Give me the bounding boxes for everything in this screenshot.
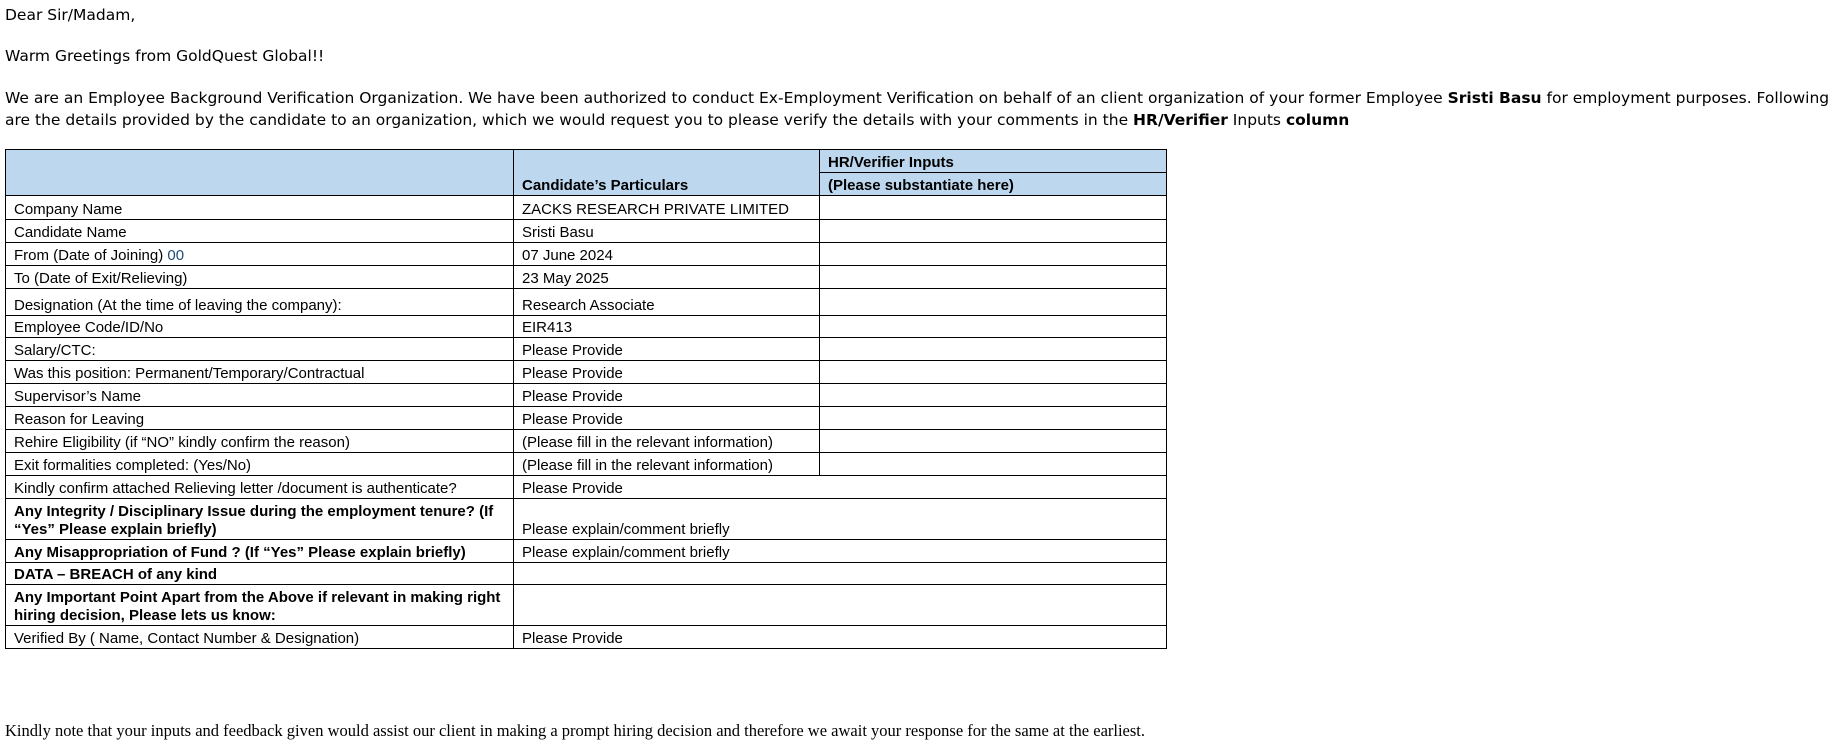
- row-label: Company Name: [6, 196, 514, 220]
- row-label: From (Date of Joining): [14, 247, 168, 264]
- table-row: [6, 243, 1167, 266]
- row-label: To (Date of Exit/Relieving): [6, 266, 514, 289]
- hr-input-cell[interactable]: [820, 196, 1167, 220]
- row-value: Please explain/comment briefly: [514, 499, 1167, 540]
- table-row: [6, 540, 1167, 563]
- table-row: [6, 361, 1167, 384]
- greeting: Warm Greetings from GoldQuest Global!!: [5, 47, 325, 65]
- row-label: Reason for Leaving: [6, 407, 514, 430]
- row-value: 23 May 2025: [514, 266, 820, 289]
- row-label: Any Integrity / Disciplinary Issue during the employment tenure? (If “Yes” Please explain briefly): [6, 499, 514, 540]
- row-label: Candidate Name: [6, 220, 514, 243]
- row-value[interactable]: [514, 563, 1167, 585]
- row-value: (Please fill in the relevant information): [514, 430, 820, 453]
- header-hr-substantiate: (Please substantiate here): [820, 173, 1167, 196]
- table-row: [6, 453, 1167, 476]
- header-blank-cell: [6, 150, 514, 196]
- row-value: Please Provide: [514, 407, 820, 430]
- inputs-word: Inputs: [1227, 111, 1286, 129]
- table-row: [6, 476, 1167, 499]
- row-value: Please Provide: [514, 361, 820, 384]
- row-label: Was this position: Permanent/Temporary/Contractual: [6, 361, 514, 384]
- row-label: Employee Code/ID/No: [6, 316, 514, 338]
- row-label: Kindly confirm attached Relieving letter /document is authenticate?: [6, 476, 514, 499]
- row-label: Exit formalities completed: (Yes/No): [6, 453, 514, 476]
- row-label: Supervisor’s Name: [6, 384, 514, 407]
- hr-input-cell[interactable]: [820, 289, 1167, 316]
- row-value: Please explain/comment briefly: [514, 540, 1167, 563]
- row-value: Please Provide: [514, 476, 1167, 499]
- intro-text-2: for employment purposes. Following are the details provided by the candidate to an organization, which we would request you to please verify the details with your comments in the: [5, 89, 1830, 129]
- closing-note: Kindly note that your inputs and feedback given would assist our client in making a prompt hiring decision and therefore we await your response for the same at the earliest.: [5, 721, 1146, 740]
- table-row: [6, 316, 1167, 338]
- hr-input-cell[interactable]: [820, 361, 1167, 384]
- row-value[interactable]: [514, 585, 1167, 626]
- hr-input-cell[interactable]: [820, 266, 1167, 289]
- row-value: Please Provide: [514, 626, 1167, 649]
- row-value: (Please fill in the relevant information): [514, 453, 820, 476]
- candidate-name: Sristi Basu: [1447, 89, 1542, 107]
- row-value: 07 June 2024: [514, 243, 820, 266]
- row-value: Research Associate: [514, 289, 820, 316]
- row-label: Verified By ( Name, Contact Number & Designation): [6, 626, 514, 649]
- row-value: Sristi Basu: [514, 220, 820, 243]
- hr-input-cell[interactable]: [820, 338, 1167, 361]
- hr-verifier-term: HR/Verifier: [1133, 111, 1228, 129]
- row-label: Any Misappropriation of Fund ? (If “Yes” Please explain briefly): [6, 540, 514, 563]
- row-label: Any Important Point Apart from the Above if relevant in making right hiring decision, Please lets us know:: [6, 585, 514, 626]
- intro-paragraph: [5, 87, 1835, 131]
- hr-input-cell[interactable]: [820, 430, 1167, 453]
- row-value: EIR413: [514, 316, 820, 338]
- hr-input-cell[interactable]: [820, 316, 1167, 338]
- header-hr-inputs: HR/Verifier Inputs: [820, 150, 1167, 173]
- header-row-1: [6, 150, 1167, 173]
- row-value: Please Provide: [514, 384, 820, 407]
- table-row: [6, 289, 1167, 316]
- table-row: [6, 407, 1167, 430]
- row-label: Designation (At the time of leaving the company):: [6, 289, 514, 316]
- row-label: Salary/CTC:: [6, 338, 514, 361]
- table-row: [6, 585, 1167, 626]
- table-row: [6, 338, 1167, 361]
- table-row: [6, 626, 1167, 649]
- column-word: column: [1285, 111, 1350, 129]
- salutation: Dear Sir/Madam,: [5, 6, 136, 24]
- intro-text-1: We are an Employee Background Verification Organization. We have been authorized to conduct Ex-Employment Verification on behalf of an client organization of your former Employee: [5, 89, 1448, 107]
- row-label-cell: [6, 243, 514, 266]
- table-row: [6, 384, 1167, 407]
- row-label: Rehire Eligibility (if “NO” kindly confirm the reason): [6, 430, 514, 453]
- hr-input-cell[interactable]: [820, 453, 1167, 476]
- hr-input-cell[interactable]: [820, 243, 1167, 266]
- table-row: [6, 430, 1167, 453]
- table-row: [6, 196, 1167, 220]
- hr-input-cell[interactable]: [820, 384, 1167, 407]
- table-row: [6, 499, 1167, 540]
- row-value: Please Provide: [514, 338, 820, 361]
- row-value: ZACKS RESEARCH PRIVATE LIMITED: [514, 196, 820, 220]
- hr-input-cell[interactable]: [820, 407, 1167, 430]
- row-label-extra: 00: [167, 247, 185, 264]
- header-particulars: Candidate’s Particulars: [514, 150, 820, 196]
- verification-table: [5, 149, 1167, 649]
- hr-input-cell[interactable]: [820, 220, 1167, 243]
- table-row: [6, 563, 1167, 585]
- row-label: DATA – BREACH of any kind: [6, 563, 514, 585]
- table-row: [6, 266, 1167, 289]
- table-row: [6, 220, 1167, 243]
